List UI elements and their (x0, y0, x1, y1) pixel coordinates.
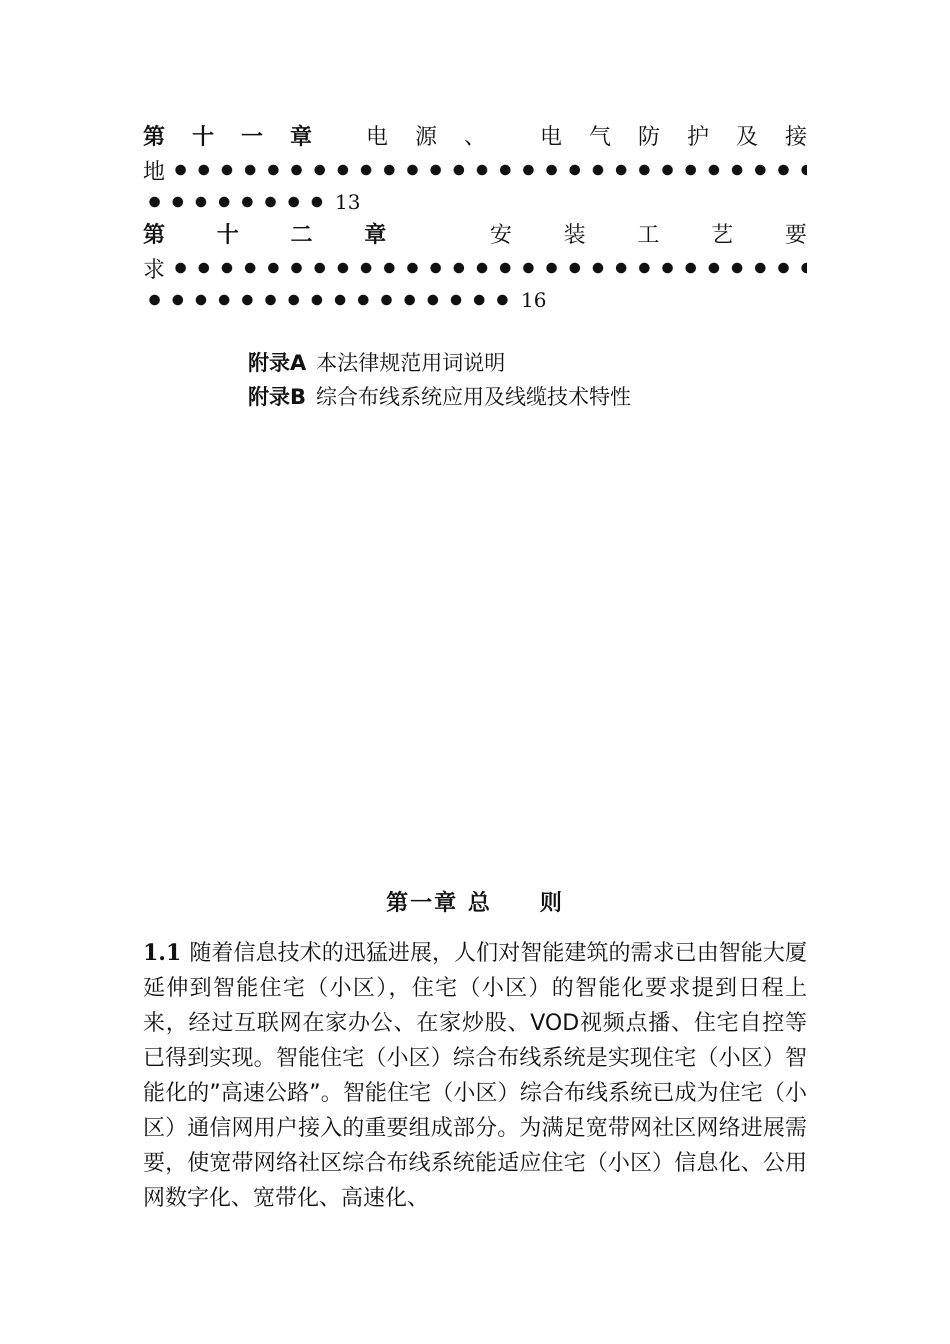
toc-leader-dots (143, 294, 515, 306)
toc-char: 十 (216, 223, 239, 248)
toc-char: 接 (784, 125, 807, 150)
toc-char: 一 (241, 125, 264, 150)
toc-char: 第 (143, 223, 166, 248)
toc-char: 及 (735, 125, 758, 150)
toc-char: 要 (784, 223, 807, 248)
toc-leader-line (143, 284, 807, 316)
appendix-label: 附录B (248, 385, 307, 409)
toc-leader-line (143, 154, 807, 186)
toc-char: 章 (290, 125, 313, 150)
toc-char: 第 (143, 125, 166, 150)
toc-title-tail: 地 (143, 159, 166, 185)
toc-char: 防 (637, 125, 660, 150)
toc-page-number: 13 (335, 190, 361, 214)
appendix-a[interactable] (248, 346, 505, 380)
toc-leader-line (143, 252, 807, 284)
toc-leader-dots (169, 262, 807, 274)
toc-leader-line (143, 186, 807, 218)
toc-char: 十 (192, 125, 215, 150)
appendix-title: 综合布线系统应用及线缆技术特性 (316, 385, 632, 409)
toc-entry-chapter-11[interactable] (143, 122, 807, 218)
appendix-label: 附录A (248, 351, 307, 375)
toc-char: 艺 (711, 223, 734, 248)
toc-char: 电 (539, 125, 562, 150)
toc-char: 安 (489, 223, 512, 248)
toc-entry-title (143, 122, 807, 154)
toc-char: 护 (686, 125, 709, 150)
toc-entry-chapter-12[interactable] (143, 220, 807, 316)
toc-char: 二 (290, 223, 313, 248)
chapter-heading: 第一章 总 则 (386, 891, 564, 916)
toc-leader-dots (169, 164, 807, 176)
body-paragraph (143, 936, 807, 1216)
toc-char: 装 (563, 223, 586, 248)
toc-entry-title (143, 220, 807, 252)
toc-char: 气 (588, 125, 611, 150)
section-number: 1.1 (143, 940, 182, 966)
toc-char: 电 (365, 125, 388, 150)
appendix-title: 本法律规范用词说明 (316, 351, 506, 375)
paragraph-text: 随着信息技术的迅猛进展，人们对智能建筑的需求已由智能大厦延伸到智能住宅（小区），住宅（小区）的智能化要求提到日程上来，经过互联网在家办公、在家炒股、VOD视频点播、住宅自控等已得到实现。智能住宅（小区）综合布线系统是实现住宅（小区）智能化的”高速公路”。智能住宅（小区）综合布线系统已成为住宅（小区）通信网用户接入的重要组成部分。为满足宽带网社区网络进展需要，使宽带网络社区综合布线系统能适应住宅（小区）信息化、公用网数字化、宽带化、高速化、 (143, 941, 807, 1211)
appendix-b[interactable] (248, 380, 631, 414)
toc-title-tail: 求 (143, 257, 166, 283)
toc-char: 源 (414, 125, 437, 150)
toc-page-number: 16 (521, 288, 547, 312)
toc-char: 工 (637, 223, 660, 248)
toc-char: 、 (463, 125, 486, 150)
toc-leader-dots (143, 196, 329, 208)
toc-char: 章 (364, 223, 387, 248)
